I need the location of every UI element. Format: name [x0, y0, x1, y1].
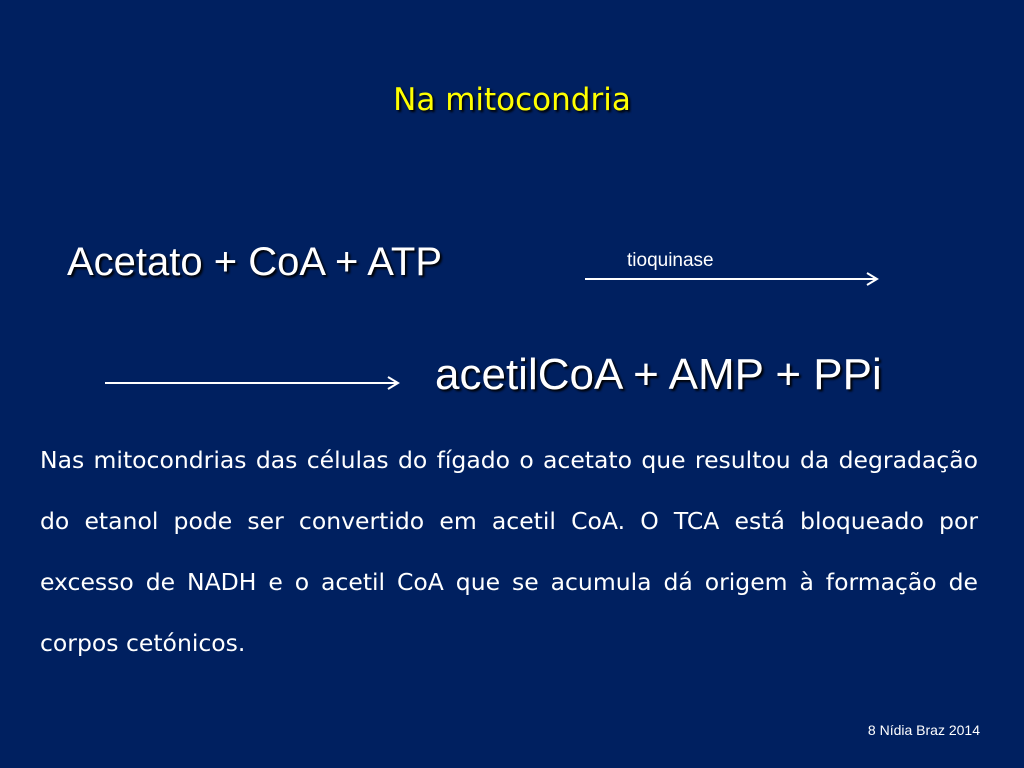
reaction-enzyme-label: tioquinase [627, 250, 714, 271]
slide-title: Na mitocondria [393, 82, 631, 118]
slide-footer: 8 Nídia Braz 2014 [867, 722, 980, 738]
continuation-arrow-icon [104, 374, 404, 394]
explanation-paragraph: Nas mitocondrias das células do fígado o acetato que resultou da degradação do etanol pode ser convertido em acetil CoA. O TCA está bloqueado por excesso de NADH e o acetil CoA que se acumula dá origem à formação de corpos cetónicos. [40, 446, 978, 657]
reaction-arrow-icon [583, 270, 883, 290]
reaction-reactants: Acetato + CoA + ATP [67, 240, 443, 284]
reaction-products: acetilCoA + AMP + PPi [435, 350, 882, 399]
